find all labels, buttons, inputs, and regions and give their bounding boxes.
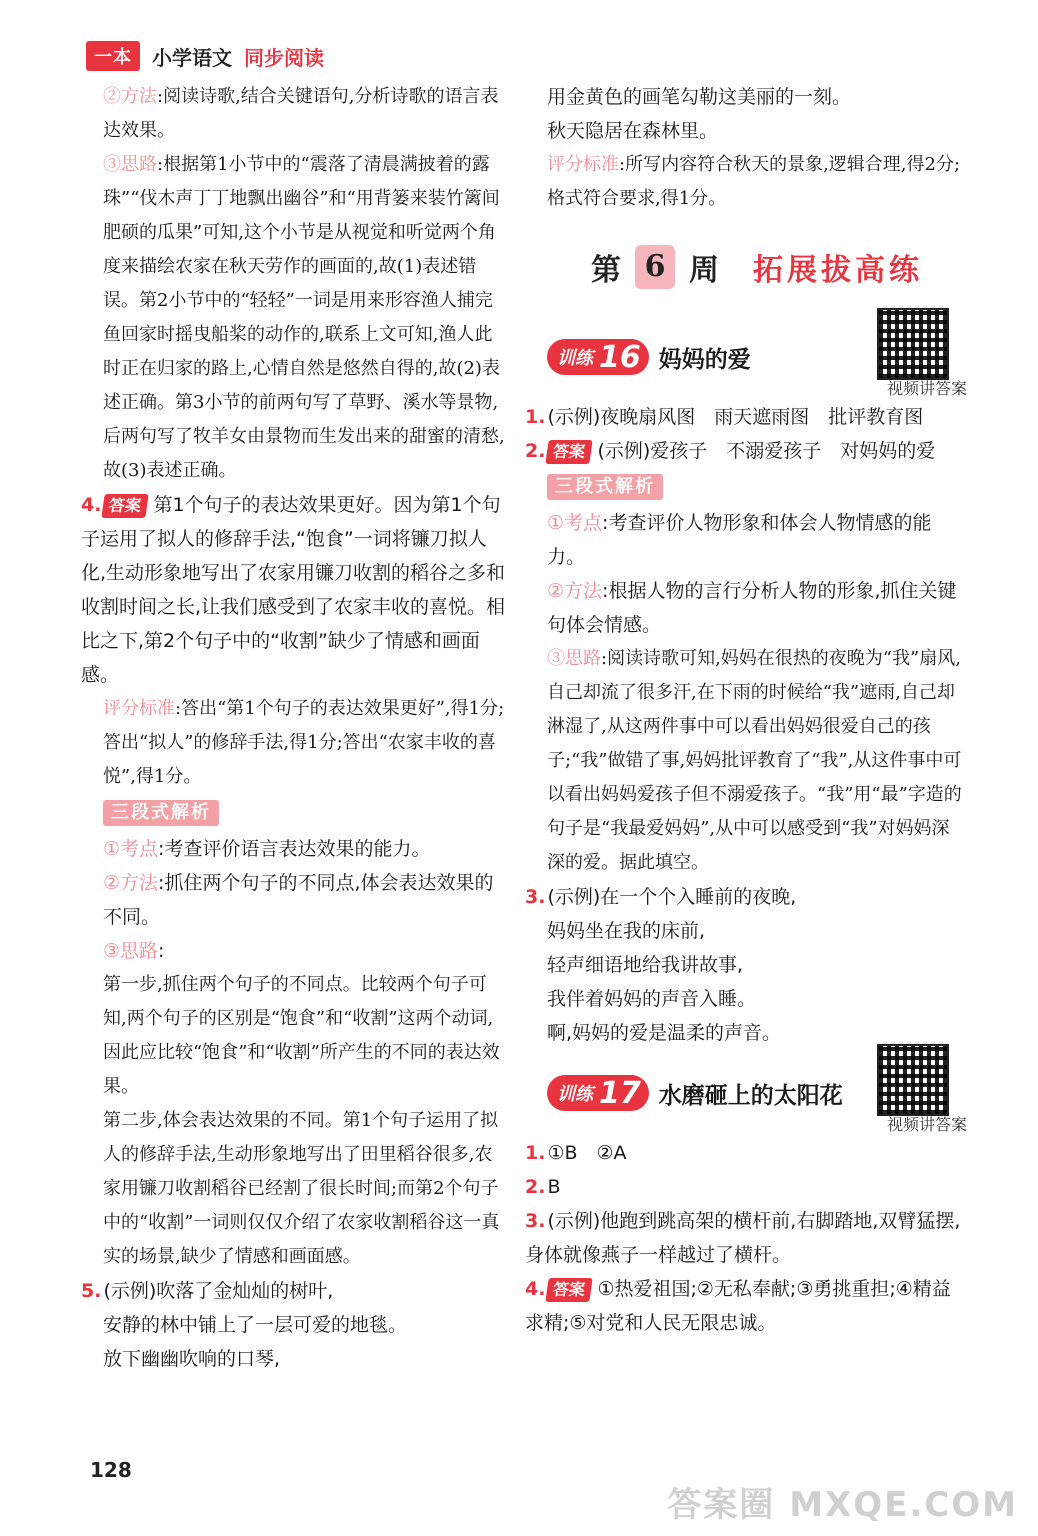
qr-code-icon[interactable] [877,308,949,380]
training-badge [547,1075,649,1111]
step-one: 第一步,抓住两个句子的不同点。比较两个句子可知,两个句子的区别是“饱食”和“收割”这两个动词,因此应比较“饱食”和“收割”所产生的不同的表达效果。 [103,974,500,1097]
qr-label: 视频讲答案 [886,1115,967,1134]
training-16-header [547,314,967,400]
t17-question-3 [525,1204,967,1272]
poem-line: 安静的林中铺上了一层可爱的地毯。 [103,1314,408,1336]
t16-question-1 [525,400,967,434]
answer-text: (示例)他跑到跳高架的横杆前,右脚踏地,双臂猛摆,身体就像燕子一样越过了横杆。 [525,1210,961,1266]
question-number: 4. [81,494,102,516]
point-text: :考查评价人物形象和体会人物情感的能力。 [547,512,932,568]
qr-code-icon[interactable] [877,1044,949,1116]
training-number: 17 [599,1075,641,1111]
brand-subtitle: 同步阅读 [244,45,324,70]
answer-tag: 答案 [546,440,593,464]
idea-paragraph [547,642,967,880]
answer-text: (示例)夜晚扇风图 雨天遮雨图 批评教育图 [547,406,924,428]
page-number: 128 [90,1458,132,1482]
poem-line: (示例)在一个个入睡前的夜晚, [547,886,797,908]
method-paragraph [547,574,967,642]
poem-line: 轻声细语地给我讲故事, [547,954,744,976]
poem-line: (示例)吹落了金灿灿的树叶, [103,1280,334,1302]
poem-line: 放下幽幽吹响的口琴, [103,1348,281,1370]
method-text: :阅读诗歌,结合关键语句,分析诗歌的语言表达效果。 [103,86,499,141]
method-text: :根据人物的言行分析人物的形象,抓住关键句体会情感。 [547,580,957,636]
training-title: 妈妈的爱 [658,345,751,373]
qr-label: 视频讲答案 [886,379,967,398]
analysis-tag: 三段式解析 [547,474,663,500]
poem-line: 啊,妈妈的爱是温柔的声音。 [547,1022,782,1044]
idea-paragraph [103,148,508,488]
t16-question-2 [525,434,967,468]
score-text: :答出“第1个句子的表达效果更好”,得1分;答出“拟人”的修辞手法,得1分;答出“农家丰收的喜悦”,得1分。 [103,698,505,787]
right-column [525,80,967,1340]
step-two: 第二步,体会表达效果的不同。第1个句子运用了拟人的修辞手法,生动形象地写出了田里稻谷很多,农家用镰刀收割稻谷已经割了很长时间;而第2个句子中的“收割”一词则仅仅介绍了农家收割稻谷这一真实的场景,缺少了情感和画面感。 [103,1110,500,1267]
training-17-header [547,1050,967,1136]
idea-label: ③思路 [547,648,601,669]
brand-name: 小学语文 [152,45,232,70]
idea-label: ③思路 [103,940,159,962]
idea-text: :阅读诗歌可知,妈妈在很热的夜晚为“我”扇风,自己却流了很多汗,在下雨的时候给“我”遮雨,自己却淋湿了,从这两件事中可以看出妈妈很爱自己的孩子;“我”做错了事,妈妈批评教育了“我”,从这件事中可以看出妈妈爱孩子但不溺爱孩子。“我”用“最”字造的句子是“我最爱妈妈”,从中可以感受到“我”对妈妈深深的爱。据此填空。 [547,648,962,873]
method-label: ②方法 [103,86,157,107]
answer-tag: 答案 [546,1278,593,1302]
answer-text: B [547,1176,561,1198]
point-paragraph [547,506,967,574]
method-label: ②方法 [103,872,159,894]
question-number: 3. [525,886,546,908]
answer-text: ①B ②A [547,1142,627,1164]
watermark: 答案圈 MXQE.COM [667,1485,1018,1525]
method-paragraph [103,80,508,148]
question-number: 2. [525,440,546,462]
idea-text: :根据第1小节中的“震落了清晨满披着的露珠”“伐木声丁丁地飘出幽谷”和“用背篓来装竹篱间肥硕的瓜果”可知,这个小节是从视觉和听觉两个角度来描绘农家在秋天劳作的画面的,故(1)表述错误。第2小节中的“轻轻”一词是用来形容渔人捕完鱼回家时摇曳船桨的动作的,联系上文可知,渔人此时正在归家的路上,心情自然是悠然自得的,故(2)表述正确。第3小节的前两句写了草野、溪水等景物,后两句写了牧羊女由景物而生发出来的甜蜜的清愁,故(3)表述正确。 [103,154,505,481]
training-label: 训练 [557,1084,593,1105]
poem-line: 我伴着妈妈的声音入睡。 [547,988,757,1010]
idea-paragraph-2 [103,934,508,968]
week-title: 拓展拔高练 [753,253,923,288]
question-number: 1. [525,1142,546,1164]
question-number: 2. [525,1176,546,1198]
poem-line: 秋天隐居在森林里。 [547,120,719,142]
score-label: 评分标准 [103,698,175,719]
training-label: 训练 [557,348,593,369]
method-text: :抓住两个句子的不同点,体会表达效果的不同。 [103,872,494,928]
question-number: 1. [525,406,546,428]
t17-question-1 [525,1136,967,1170]
idea-label: ③思路 [103,154,157,175]
question-5 [81,1274,508,1308]
method-paragraph-2 [103,866,508,934]
point-label: ①考点 [103,838,159,860]
answer-tag: 答案 [102,494,149,518]
t16-question-3 [525,880,967,914]
score-paragraph [547,148,967,216]
answer-text: ①热爱祖国;②无私奉献;③勇挑重担;④精益求精;⑤对党和人民无限忠诚。 [525,1278,951,1334]
week-heading [547,244,967,290]
training-badge [547,339,649,375]
t17-question-2 [525,1170,967,1204]
method-label: ②方法 [547,580,603,602]
score-label: 评分标准 [547,154,619,175]
answer-text: 第1个句子的表达效果更好。因为第1个句子运用了拟人的修辞手法,“饱食”一词将镰刀拟人化,生动形象地写出了农家用镰刀收割的稻谷之多和收割时间之长,让我们感受到了农家丰收的喜悦。相比之下,第2个句子中的“收割”缺少了情感和画面感。 [81,494,506,686]
analysis-tag: 三段式解析 [103,800,219,826]
training-number: 16 [599,339,641,375]
point-paragraph [103,832,508,866]
point-label: ①考点 [547,512,603,534]
t17-question-4 [525,1272,967,1340]
point-text: :考查评价语言表达效果的能力。 [158,838,431,860]
week-number: 6 [635,245,675,289]
question-number: 3. [525,1210,546,1232]
question-4 [81,488,508,692]
left-column [81,80,508,1376]
question-number: 4. [525,1278,546,1300]
page-header [86,40,324,72]
score-text: :所写内容符合秋天的景象,逻辑合理,得2分;格式符合要求,得1分。 [547,154,961,209]
answer-text: (示例)爱孩子 不溺爱孩子 对妈妈的爱 [597,440,936,462]
week-suffix: 周 [689,253,719,288]
week-prefix: 第 [591,253,621,288]
brand-logo: 一本 [86,41,140,71]
idea-text: : [158,940,165,962]
score-paragraph [103,692,508,794]
poem-line: 用金黄色的画笔勾勒这美丽的一刻。 [547,86,852,108]
poem-line: 妈妈坐在我的床前, [547,920,706,942]
question-number: 5. [81,1280,102,1302]
training-title: 水磨砸上的太阳花 [658,1081,843,1109]
